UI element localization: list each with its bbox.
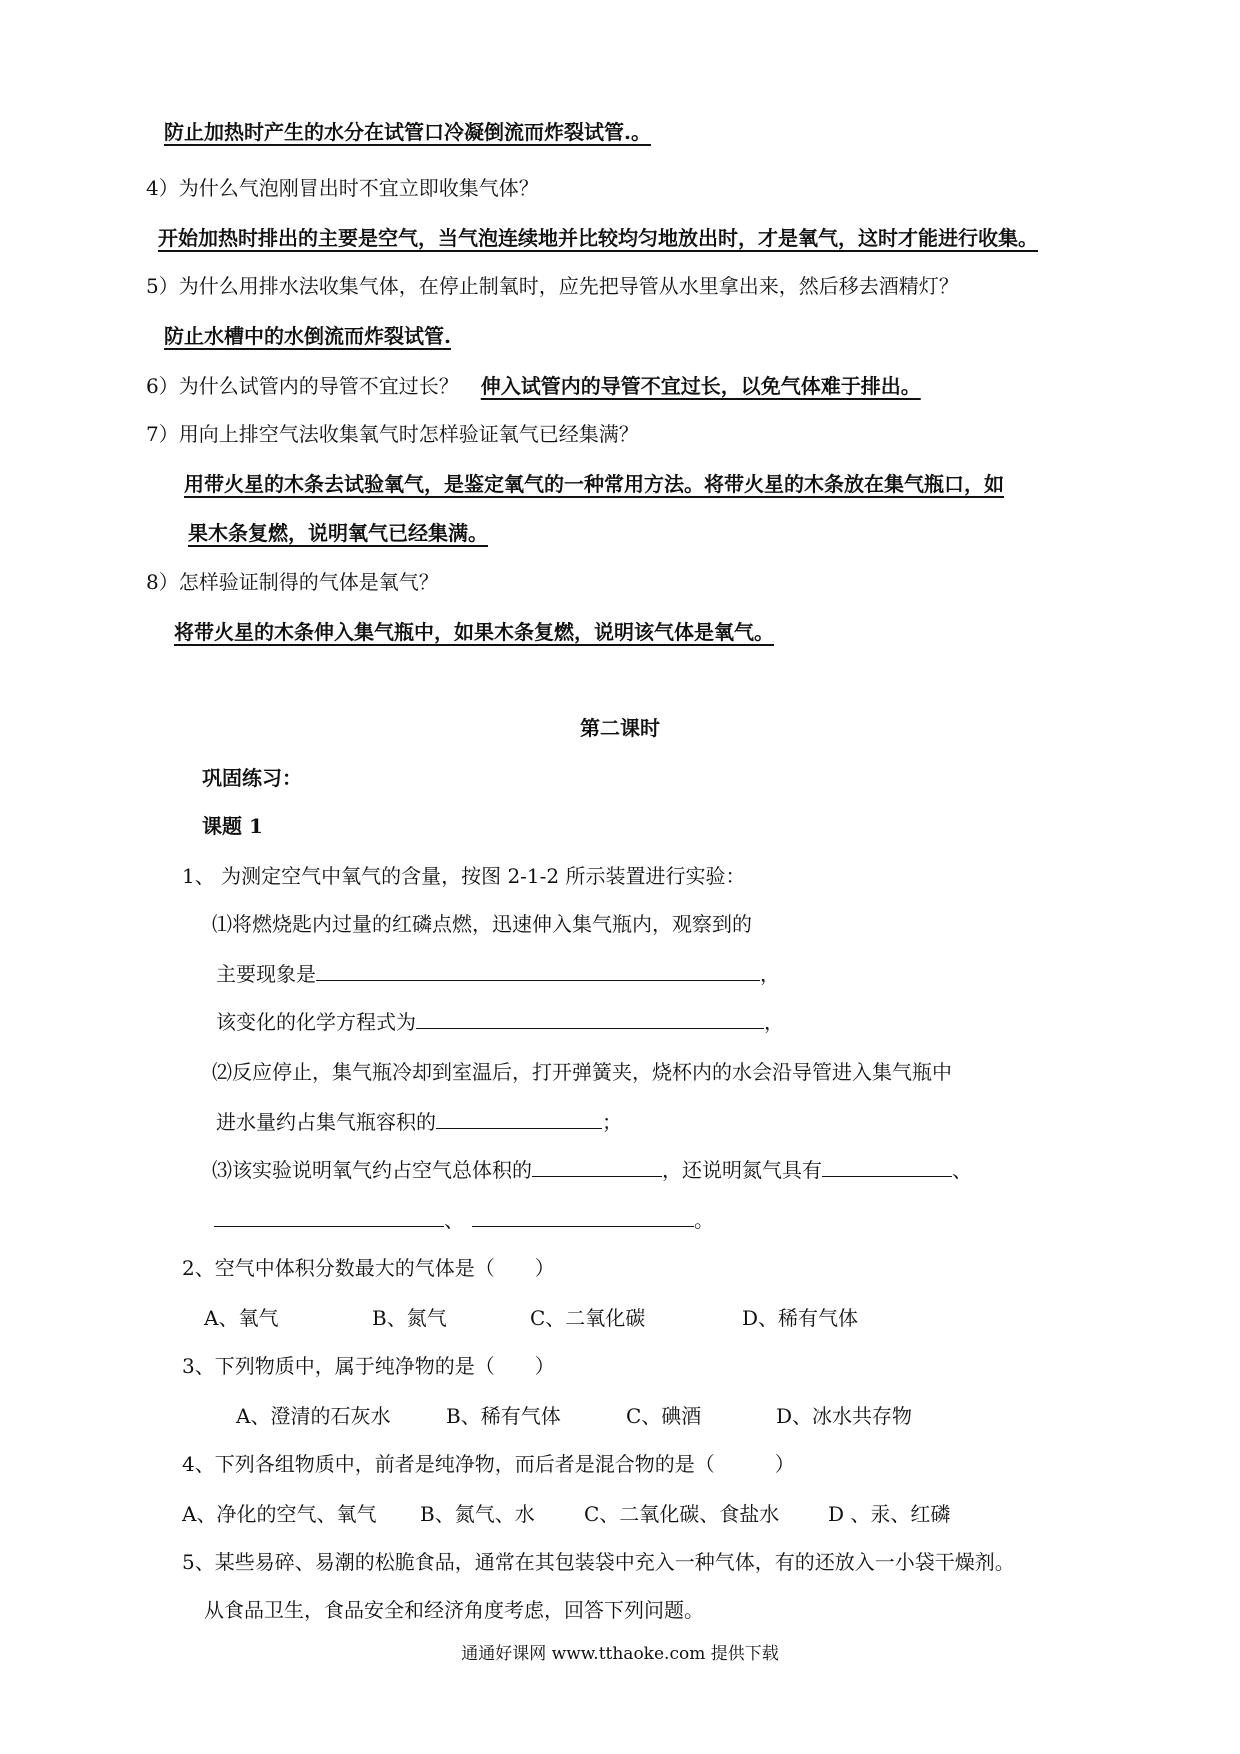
exercise-4-stem: 4、下列各组物质中，前者是纯净物，而后者是混合物的是（ ） [182, 1452, 795, 1476]
question-8: 8）怎样验证制得的气体是氧气？ [146, 570, 439, 594]
blank-prefix: 进水量约占集气瓶容积的 [216, 1110, 436, 1134]
exercise-2-option-c: C、二氧化碳 [530, 1306, 646, 1330]
answer-blank[interactable] [472, 1206, 694, 1227]
blank-suffix: ， [764, 1010, 784, 1034]
exercise-1-part-2-line-1: ⑵反应停止，集气瓶冷却到室温后，打开弹簧夹，烧杯内的水会沿导管进入集气瓶中 [212, 1060, 952, 1084]
exercise-2-option-a: A、氧气 [204, 1306, 279, 1330]
exercise-1-stem: 1、 为测定空气中氧气的含量，按图 2-1-2 所示装置进行实验： [182, 864, 746, 888]
question-7: 7）用向上排空气法收集氧气时怎样验证氧气已经集满？ [146, 422, 639, 446]
exercise-2-option-d: D、稀有气体 [742, 1306, 859, 1330]
answer-blank[interactable] [532, 1156, 662, 1177]
exercise-2-option-b: B、氮气 [372, 1306, 447, 1330]
question-6 [146, 372, 921, 400]
answer-blank[interactable] [822, 1156, 952, 1177]
blank-middle: ，还说明氮气具有 [662, 1158, 822, 1182]
exercise-1-part-1-line-1: ⑴将燃烧匙内过量的红磷点燃，迅速伸入集气瓶内，观察到的 [212, 912, 752, 936]
answer-blank[interactable] [214, 1206, 444, 1227]
exercise-1-part-1-line-2 [216, 960, 780, 988]
exercise-4-option-c: C、二氧化碳、食盐水 [584, 1502, 780, 1526]
exercise-3-option-b: B、稀有气体 [446, 1404, 561, 1428]
exercise-1-part-2-line-2 [216, 1108, 622, 1136]
blank-prefix: ⑶该实验说明氧气约占空气总体积的 [212, 1158, 532, 1182]
blank-suffix: ； [602, 1110, 622, 1134]
exercise-5-line-2: 从食品卫生，食品安全和经济角度考虑，回答下列问题。 [204, 1598, 704, 1622]
blank-separator: 、 [444, 1208, 464, 1232]
question-6-text: 6）为什么试管内的导管不宜过长？ [146, 374, 459, 398]
answer-6: 伸入试管内的导管不宜过长，以免气体难于排出。 [480, 374, 921, 398]
page-footer: 通通好课网 www.tthaoke.com 提供下载 [461, 1644, 779, 1664]
section-heading: 第二课时 [580, 716, 660, 740]
exercise-2-stem: 2、空气中体积分数最大的气体是（ ） [182, 1256, 555, 1280]
question-5: 5）为什么用排水法收集气体，在停止制氧时，应先把导管从水里拿出来，然后移去酒精灯？ [146, 274, 959, 298]
exercise-3-stem: 3、下列物质中，属于纯净物的是（ ） [182, 1354, 555, 1378]
blank-suffix: 、 [952, 1158, 972, 1182]
answer-7-line-1: 用带火星的木条去试验氧气，是鉴定氧气的一种常用方法。将带火星的木条放在集气瓶口，如 [184, 472, 1004, 496]
topic-label: 课题 1 [202, 814, 263, 838]
exercise-5-line-1: 5、某些易碎、易潮的松脆食品，通常在其包装袋中充入一种气体，有的还放入一小袋干燥剂。 [182, 1550, 1015, 1574]
exercise-3-option-d: D、冰水共存物 [776, 1404, 913, 1428]
blank-suffix: ， [760, 962, 780, 986]
answer-blank[interactable] [416, 1008, 764, 1029]
practice-label: 巩固练习： [202, 766, 302, 790]
answer-4: 开始加热时排出的主要是空气，当气泡连续地并比较均匀地放出时，才是氧气，这时才能进行收集。 [158, 226, 1038, 250]
exercise-1-part-3-line-2 [214, 1206, 714, 1234]
question-4: 4）为什么气泡刚冒出时不宜立即收集气体？ [146, 176, 539, 200]
exercise-1-part-3-line-1 [212, 1156, 972, 1184]
answer-blank[interactable] [436, 1108, 602, 1129]
answer-blank[interactable] [316, 960, 760, 981]
answer-7-line-2: 果木条复燃，说明氧气已经集满。 [188, 521, 488, 545]
blank-prefix: 该变化的化学方程式为 [216, 1010, 416, 1034]
answer-3: 防止加热时产生的水分在试管口冷凝倒流而炸裂试管.。 [164, 120, 651, 144]
answer-8: 将带火星的木条伸入集气瓶中，如果木条复燃，说明该气体是氧气。 [174, 620, 774, 644]
exercise-1-part-1-line-3 [216, 1008, 784, 1036]
answer-5: 防止水槽中的水倒流而炸裂试管. [164, 324, 451, 348]
exercise-4-option-d: D 、汞、红磷 [828, 1502, 951, 1526]
exercise-3-option-a: A、澄清的石灰水 [236, 1404, 391, 1428]
exercise-4-option-a: A、净化的空气、氧气 [182, 1502, 377, 1526]
blank-end: 。 [694, 1208, 714, 1232]
blank-prefix: 主要现象是 [216, 962, 316, 986]
exercise-4-option-b: B、氮气、水 [420, 1502, 535, 1526]
exercise-3-option-c: C、碘酒 [626, 1404, 702, 1428]
